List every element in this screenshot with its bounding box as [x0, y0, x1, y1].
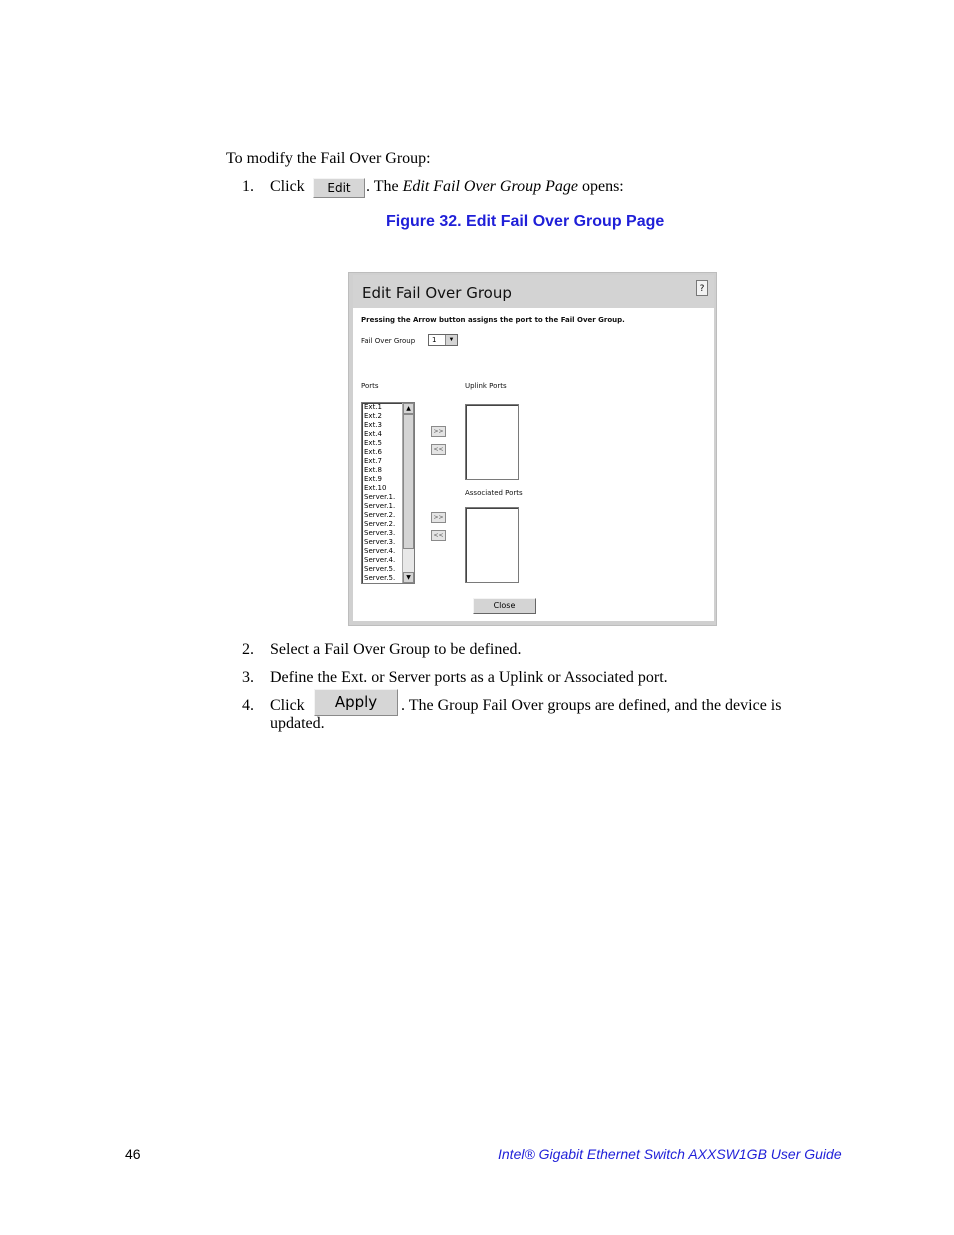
dialog-title: Edit Fail Over Group — [362, 284, 512, 302]
port-list-item[interactable]: Ext.2 — [364, 412, 382, 420]
instruction-text: Pressing the Arrow button assigns the port to the Fail Over Group. — [361, 316, 625, 324]
fail-over-group-label: Fail Over Group — [361, 337, 416, 345]
port-list-item[interactable]: Server.3. — [364, 538, 396, 546]
step-1-after-pre: . The — [366, 178, 403, 195]
edit-fail-over-group-dialog — [348, 272, 717, 626]
port-list-item[interactable]: Server.5. — [364, 565, 396, 573]
step-1-description — [366, 178, 624, 196]
uplink-ports-label: Uplink Ports — [465, 382, 507, 390]
figure-caption: Figure 32. Edit Fail Over Group Page — [386, 213, 665, 230]
page-number: 46 — [125, 1146, 141, 1162]
guide-title: Intel® Gigabit Ethernet Switch AXXSW1GB User Guide — [498, 1146, 842, 1162]
fail-over-group-select[interactable] — [428, 334, 458, 346]
port-list-item[interactable]: Ext.10 — [364, 484, 387, 492]
port-list-item[interactable]: Server.3. — [364, 529, 396, 537]
scroll-up-icon[interactable]: ▲ — [403, 403, 414, 414]
step-2-number: 2. — [242, 641, 254, 658]
port-list-item[interactable]: Server.1. — [364, 502, 396, 510]
step-1-click: Click — [270, 178, 305, 195]
port-list-item[interactable]: Ext.7 — [364, 457, 382, 465]
port-list-item[interactable]: Server.2. — [364, 511, 396, 519]
ports-label: Ports — [361, 382, 379, 390]
port-list-item[interactable]: Server.1. — [364, 493, 396, 501]
apply-button-image: Apply — [314, 689, 398, 716]
close-button[interactable]: Close — [473, 598, 536, 614]
step-3-text: Define the Ext. or Server ports as a Uplink or Associated port. — [270, 669, 668, 686]
edit-button-image: Edit — [313, 178, 365, 198]
port-list-item[interactable]: Ext.4 — [364, 430, 382, 438]
add-associated-arrow-button[interactable]: >> — [431, 512, 446, 523]
dialog-header — [353, 275, 714, 308]
chevron-down-icon[interactable]: ▼ — [445, 335, 457, 345]
step-4-number: 4. — [242, 697, 254, 714]
step-1-after-post: opens: — [577, 178, 624, 195]
port-list-item[interactable]: Ext.9 — [364, 475, 382, 483]
step-2-text: Select a Fail Over Group to be defined. — [270, 641, 522, 658]
remove-uplink-arrow-button[interactable]: << — [431, 444, 446, 455]
associated-ports-listbox[interactable] — [465, 507, 519, 583]
port-list-item[interactable]: Ext.8 — [364, 466, 382, 474]
port-list-item[interactable]: Server.4. — [364, 556, 396, 564]
dialog-body — [353, 308, 714, 621]
help-icon[interactable]: ? — [696, 280, 708, 296]
port-list-item[interactable]: Ext.6 — [364, 448, 382, 456]
add-uplink-arrow-button[interactable]: >> — [431, 426, 446, 437]
step-3-number: 3. — [242, 669, 254, 686]
step-1-number: 1. — [242, 178, 254, 195]
scroll-thumb[interactable] — [403, 414, 414, 549]
intro-text: To modify the Fail Over Group: — [226, 150, 431, 167]
port-list-item[interactable]: Server.2. — [364, 520, 396, 528]
associated-ports-label: Associated Ports — [465, 489, 523, 497]
port-list-item[interactable]: Ext.5 — [364, 439, 382, 447]
step-4-text-line1: . The Group Fail Over groups are defined, and the device is — [401, 697, 782, 714]
port-list-item[interactable]: Ext.3 — [364, 421, 382, 429]
scroll-down-icon[interactable]: ▼ — [403, 572, 414, 583]
ports-scrollbar[interactable] — [402, 403, 414, 583]
fail-over-group-value: 1 — [432, 336, 437, 344]
step-4-text-line2: updated. — [270, 715, 325, 732]
uplink-ports-listbox[interactable] — [465, 404, 519, 480]
port-list-item[interactable]: Server.5. — [364, 574, 396, 582]
step-1-page-name: Edit Fail Over Group Page — [402, 178, 578, 195]
port-list-item[interactable]: Ext.1 — [364, 403, 382, 411]
step-4-click: Click — [270, 697, 305, 714]
remove-associated-arrow-button[interactable]: << — [431, 530, 446, 541]
port-list-item[interactable]: Server.4. — [364, 547, 396, 555]
ports-listbox[interactable] — [361, 402, 415, 584]
